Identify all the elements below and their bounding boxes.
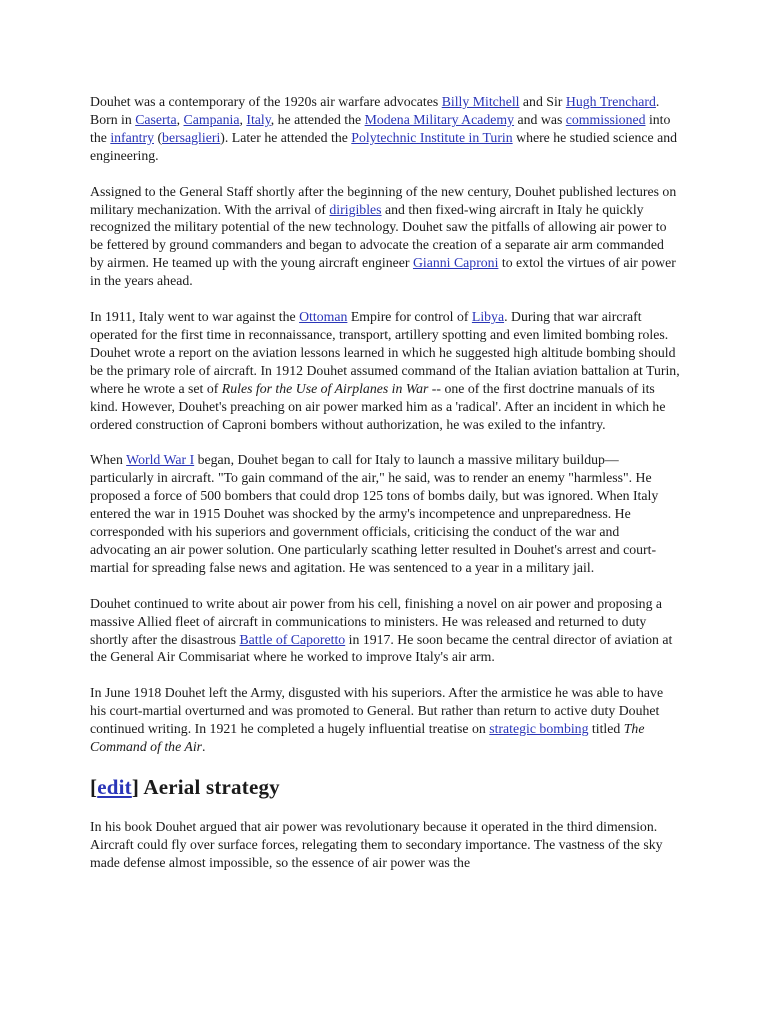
paragraph-aerial-strategy: In his book Douhet argued that air power was revolutionary because it operated in the third dimension. Aircraft could fly over surface forces, relegating them to secondary importance. The vastness of the sky made defense almost impossible, so the essence of air power was the	[90, 819, 663, 870]
text-span: and was	[514, 111, 566, 127]
link-italy[interactable]: Italy	[246, 111, 271, 127]
text-span: where he studied science and engineering.	[90, 129, 677, 163]
text-span: began, Douhet began to call for Italy to launch a massive military buildup—particularly in aircraft. "To gain command of the air," he said, was to render an enemy "harmless". He proposed a force of 500 bombers that could drop 125 tons of bombs daily, but was ignored. When Italy entered the war in 1915 Douhet was shocked by the army's incompetence and unpreparedness. He corresponded with his superiors and government officials, criticising the conduct of the war and advocating an air power solution. One particularly scathing letter resulted in Douhet's arrest and court-martial for spreading false news and agitation. He was sentenced to a year in a military jail.	[90, 452, 659, 575]
text-span: ,	[176, 111, 184, 127]
section-heading-aerial-strategy	[90, 774, 680, 800]
text-span: to extol the virtues of air power in the years ahead.	[90, 255, 676, 289]
link-infantry[interactable]: infantry	[110, 129, 154, 145]
text-span: When	[90, 452, 127, 468]
paragraph-general-staff	[90, 183, 680, 290]
link-campania[interactable]: Campania	[183, 111, 240, 127]
link-libya[interactable]: Libya	[471, 309, 505, 325]
paragraph-command-of-air	[90, 684, 680, 756]
book-title-command-of-air: The Command of the Air	[90, 721, 645, 755]
paragraph-prison-release	[90, 595, 680, 667]
link-caserta[interactable]: Caserta	[135, 111, 177, 127]
text-span: .	[202, 739, 206, 755]
text-span: Empire for control of	[347, 309, 472, 325]
link-bersaglieri[interactable]: bersaglieri	[162, 129, 221, 145]
paragraph-libya-war	[90, 308, 680, 433]
article-body	[90, 93, 680, 890]
edit-link[interactable]: edit	[97, 775, 132, 799]
link-battle-of-caporetto[interactable]: Battle of Caporetto	[239, 631, 346, 647]
link-world-war-i[interactable]: World War I	[126, 452, 195, 468]
link-commissioned[interactable]: commissioned	[565, 111, 646, 127]
link-gianni-caproni[interactable]: Gianni Caproni	[412, 255, 499, 271]
text-span: . Born in	[90, 94, 660, 127]
text-span: and Sir	[519, 94, 566, 109]
link-polytechnic-institute-turin[interactable]: Polytechnic Institute in Turin	[351, 129, 513, 145]
bracket-close: ]	[131, 775, 140, 799]
text-span: and then fixed-wing aircraft in Italy he quickly recognized the military potential of the new technology. Douhet saw the pitfalls of allowing air power to be fettered by ground commanders and began to advocate the creation of a separate air arm commanded by airmen. He teamed up with the young aircraft engineer	[90, 201, 667, 271]
text-span: into the	[90, 111, 671, 145]
link-strategic-bombing[interactable]: strategic bombing	[489, 721, 589, 737]
link-modena-military-academy[interactable]: Modena Military Academy	[364, 111, 515, 127]
link-dirigibles[interactable]: dirigibles	[329, 201, 382, 217]
text-span: ). Later he attended the	[220, 129, 352, 145]
link-hugh-trenchard[interactable]: Hugh Trenchard	[565, 94, 656, 109]
paragraph-world-war-i	[90, 451, 680, 576]
text-span: ,	[239, 111, 247, 127]
link-ottoman[interactable]: Ottoman	[299, 309, 348, 325]
book-title-rules: Rules for the Use of Airplanes in War	[221, 380, 429, 396]
text-span: In 1911, Italy went to war against the	[90, 309, 300, 325]
text-span: , he attended the	[270, 111, 365, 127]
text-span: Douhet was a contemporary of the 1920s air warfare advocates	[90, 94, 442, 109]
text-span: In June 1918 Douhet left the Army, disgusted with his superiors. After the armistice he was able to have his court-martial overturned and was promoted to General. But rather than return to active duty Douhet continued writing. In 1921 he completed a hugely influential treatise on	[90, 685, 664, 737]
text-span: -- one of the first doctrine manuals of its kind. However, Douhet's preaching on air power marked him as a 'radical'. After an incident in which he ordered construction of Caproni bombers without authorization, he was exiled to the infantry.	[90, 380, 666, 432]
text-span: Assigned to the General Staff shortly after the beginning of the new century, Douhet published lectures on military mechanization. With the arrival of	[90, 183, 677, 217]
bracket-open: [	[90, 775, 98, 799]
section-title: Aerial strategy	[139, 775, 280, 799]
paragraph-early-life	[90, 93, 680, 165]
link-billy-mitchell[interactable]: Billy Mitchell	[441, 94, 520, 109]
text-span: Douhet continued to write about air power from his cell, finishing a novel on air power and proposing a massive Allied fleet of aircraft in communications to ministers. He was released and returned to duty shortly after the disastrous	[90, 595, 663, 647]
text-span: titled	[588, 721, 624, 737]
text-span: . During that war aircraft operated for the first time in reconnaissance, transport, artillery spotting and even limited bombing roles. Douhet wrote a report on the aviation lessons learned in which he suggested high altitude bombing should be the primary role of aircraft. In 1912 Douhet assumed command of the Italian aviation battalion at Turin, where he wrote a set of	[90, 309, 680, 396]
text-span: (	[154, 129, 163, 145]
text-span: in 1917. He soon became the central director of aviation at the General Air Commisariat where he worked to improve Italy's air arm.	[90, 631, 673, 665]
